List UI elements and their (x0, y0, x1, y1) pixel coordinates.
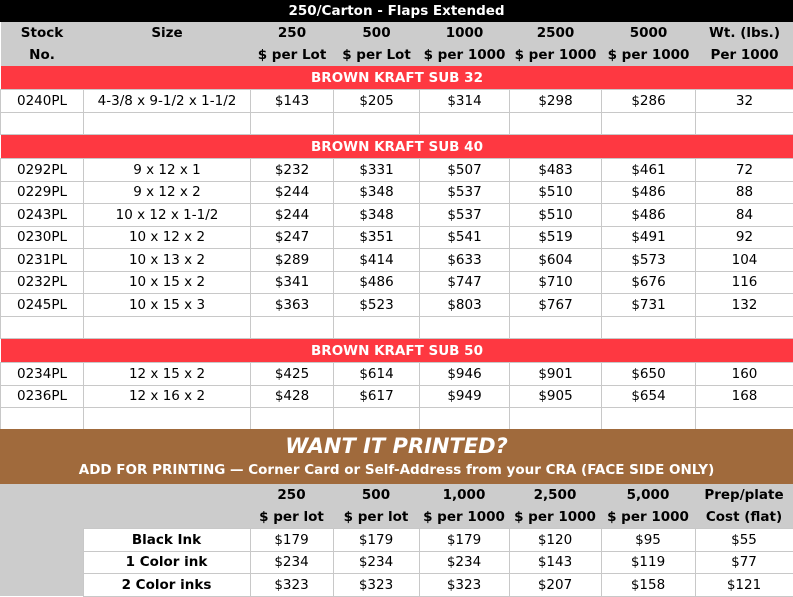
table-cell: $901 (510, 363, 602, 386)
table-cell: $633 (420, 249, 510, 272)
table-cell: $244 (251, 204, 334, 227)
empty-cell (84, 112, 251, 135)
empty-cell (0, 574, 83, 597)
table-cell: 72 (696, 159, 793, 182)
table-cell: 116 (696, 271, 793, 294)
table-cell: $95 (601, 529, 695, 552)
table-cell: $747 (420, 271, 510, 294)
print-banner (0, 429, 793, 484)
table-cell: $234 (250, 551, 333, 574)
empty-cell (83, 506, 250, 529)
table-row (1, 159, 793, 182)
print-row (0, 574, 793, 597)
empty-cell (251, 408, 334, 431)
column-header: 2500 (510, 22, 602, 44)
section-header (1, 66, 793, 90)
table-cell: $119 (601, 551, 695, 574)
empty-cell (696, 112, 793, 135)
table-cell: 32 (696, 90, 793, 113)
empty-cell (334, 408, 420, 431)
table-cell: $179 (333, 529, 419, 552)
table-cell: $425 (251, 363, 334, 386)
table-cell: $232 (251, 159, 334, 182)
table-cell: $654 (602, 385, 696, 408)
empty-cell (334, 112, 420, 135)
table-cell: $323 (419, 574, 509, 597)
empty-cell (1, 112, 84, 135)
table-cell: 12 x 16 x 2 (84, 385, 251, 408)
table-cell: $946 (420, 363, 510, 386)
empty-cell (510, 112, 602, 135)
column-header: No. (1, 44, 84, 66)
table-cell: 0243PL (1, 204, 84, 227)
empty-cell (83, 484, 250, 506)
table-cell: $507 (420, 159, 510, 182)
table-cell: 10 x 15 x 3 (84, 294, 251, 317)
table-row (1, 363, 793, 386)
table-cell: 0236PL (1, 385, 84, 408)
column-header: Wt. (lbs.) (696, 22, 793, 44)
table-cell: 0245PL (1, 294, 84, 317)
column-header: $ per lot (250, 506, 333, 529)
table-title: 250/Carton - Flaps Extended (0, 0, 793, 22)
empty-cell (1, 408, 84, 431)
table-cell: $120 (509, 529, 601, 552)
spacer-row (1, 408, 793, 431)
table-cell: $731 (602, 294, 696, 317)
column-header (84, 44, 251, 66)
table-cell: $244 (251, 181, 334, 204)
table-cell: $573 (602, 249, 696, 272)
spacer-row (1, 316, 793, 339)
table-cell: $541 (420, 226, 510, 249)
spacer-row (1, 112, 793, 135)
table-cell: $604 (510, 249, 602, 272)
table-cell: $483 (510, 159, 602, 182)
header-row (1, 44, 793, 66)
print-row (0, 529, 793, 552)
column-header: Stock (1, 22, 84, 44)
empty-cell (0, 529, 83, 552)
print-subheading: ADD FOR PRINTING — Corner Card or Self-Address from your CRA (FACE SIDE ONLY) (0, 461, 793, 479)
table-cell: $348 (334, 204, 420, 227)
table-cell: 10 x 12 x 1-1/2 (84, 204, 251, 227)
table-cell: 132 (696, 294, 793, 317)
ink-label: 1 Color ink (83, 551, 250, 574)
table-row (1, 249, 793, 272)
table-cell: $537 (420, 204, 510, 227)
table-cell: 10 x 12 x 2 (84, 226, 251, 249)
empty-cell (510, 408, 602, 431)
table-cell: $341 (251, 271, 334, 294)
empty-cell (251, 112, 334, 135)
table-cell: $650 (602, 363, 696, 386)
empty-cell (84, 316, 251, 339)
ink-label: 2 Color inks (83, 574, 250, 597)
column-header: $ per 1000 (509, 506, 601, 529)
table-cell: 88 (696, 181, 793, 204)
column-header: 2,500 (509, 484, 601, 506)
table-cell: $510 (510, 204, 602, 227)
table-cell: 0229PL (1, 181, 84, 204)
table-row (1, 385, 793, 408)
table-cell: $205 (334, 90, 420, 113)
table-cell: $234 (419, 551, 509, 574)
empty-cell (334, 316, 420, 339)
empty-cell (510, 316, 602, 339)
table-cell: $803 (420, 294, 510, 317)
table-cell: 0292PL (1, 159, 84, 182)
empty-cell (420, 112, 510, 135)
column-header: 250 (250, 484, 333, 506)
empty-cell (602, 112, 696, 135)
column-header: $ per 1000 (602, 44, 696, 66)
table-cell: 10 x 15 x 2 (84, 271, 251, 294)
table-cell: $298 (510, 90, 602, 113)
empty-cell (0, 506, 83, 529)
table-cell: $486 (602, 204, 696, 227)
column-header: $ per Lot (251, 44, 334, 66)
column-header: $ per 1000 (601, 506, 695, 529)
table-cell: 9 x 12 x 1 (84, 159, 251, 182)
table-cell: $537 (420, 181, 510, 204)
section-header (1, 135, 793, 159)
empty-cell (420, 316, 510, 339)
section-title: BROWN KRAFT SUB 40 (1, 135, 793, 159)
empty-cell (0, 484, 83, 506)
table-cell: $710 (510, 271, 602, 294)
table-cell: $286 (602, 90, 696, 113)
table-cell: $676 (602, 271, 696, 294)
table-cell: $461 (602, 159, 696, 182)
table-cell: $179 (419, 529, 509, 552)
empty-cell (420, 408, 510, 431)
column-header: 500 (333, 484, 419, 506)
column-header: $ per 1000 (419, 506, 509, 529)
table-cell: $351 (334, 226, 420, 249)
table-cell: $486 (334, 271, 420, 294)
column-header: $ per 1000 (510, 44, 602, 66)
ink-label: Black Ink (83, 529, 250, 552)
table-cell: $905 (510, 385, 602, 408)
column-header: $ per Lot (334, 44, 420, 66)
table-cell: $55 (695, 529, 793, 552)
table-cell: $234 (333, 551, 419, 574)
column-header: 500 (334, 22, 420, 44)
table-cell: $323 (250, 574, 333, 597)
table-cell: $486 (602, 181, 696, 204)
table-cell: $323 (333, 574, 419, 597)
table-cell: $143 (509, 551, 601, 574)
table-cell: $510 (510, 181, 602, 204)
table-cell: 9 x 12 x 2 (84, 181, 251, 204)
column-header: 5,000 (601, 484, 695, 506)
table-cell: 12 x 15 x 2 (84, 363, 251, 386)
table-cell: $363 (251, 294, 334, 317)
column-header: 250 (251, 22, 334, 44)
table-cell: $158 (601, 574, 695, 597)
column-header: Cost (flat) (695, 506, 793, 529)
section-title: BROWN KRAFT SUB 32 (1, 66, 793, 90)
table-cell: $949 (420, 385, 510, 408)
column-header: 5000 (602, 22, 696, 44)
envelope-price-grid (0, 22, 793, 431)
empty-cell (602, 408, 696, 431)
table-cell: $491 (602, 226, 696, 249)
column-header: 1000 (420, 22, 510, 44)
table-cell: $414 (334, 249, 420, 272)
table-cell: 168 (696, 385, 793, 408)
table-cell: 0231PL (1, 249, 84, 272)
empty-cell (696, 408, 793, 431)
table-cell: 4-3/8 x 9-1/2 x 1-1/2 (84, 90, 251, 113)
table-cell: 84 (696, 204, 793, 227)
table-cell: $121 (695, 574, 793, 597)
empty-cell (0, 551, 83, 574)
table-cell: $331 (334, 159, 420, 182)
table-cell: 10 x 13 x 2 (84, 249, 251, 272)
print-row (0, 551, 793, 574)
table-cell: $617 (334, 385, 420, 408)
table-row (1, 226, 793, 249)
table-cell: $143 (251, 90, 334, 113)
section-title: BROWN KRAFT SUB 50 (1, 339, 793, 363)
table-cell: $207 (509, 574, 601, 597)
table-cell: 160 (696, 363, 793, 386)
empty-cell (84, 408, 251, 431)
print-heading: WANT IT PRINTED? (0, 429, 793, 461)
section-header (1, 339, 793, 363)
column-header: Prep/plate (695, 484, 793, 506)
table-cell: 92 (696, 226, 793, 249)
column-header: Size (84, 22, 251, 44)
header-row (1, 22, 793, 44)
table-cell: $348 (334, 181, 420, 204)
table-cell: 0232PL (1, 271, 84, 294)
table-cell: $77 (695, 551, 793, 574)
table-cell: $767 (510, 294, 602, 317)
print-header-row (0, 506, 793, 529)
table-cell: $428 (251, 385, 334, 408)
print-header-row (0, 484, 793, 506)
table-cell: 0230PL (1, 226, 84, 249)
table-cell: $519 (510, 226, 602, 249)
column-header: $ per lot (333, 506, 419, 529)
table-row (1, 271, 793, 294)
empty-cell (602, 316, 696, 339)
table-cell: $289 (251, 249, 334, 272)
empty-cell (1, 316, 84, 339)
table-cell: 0240PL (1, 90, 84, 113)
table-row (1, 181, 793, 204)
table-cell: 104 (696, 249, 793, 272)
column-header: 1,000 (419, 484, 509, 506)
column-header: Per 1000 (696, 44, 793, 66)
table-row (1, 90, 793, 113)
table-cell: $314 (420, 90, 510, 113)
table-row (1, 294, 793, 317)
table-cell: $179 (250, 529, 333, 552)
table-cell: $247 (251, 226, 334, 249)
table-row (1, 204, 793, 227)
column-header: $ per 1000 (420, 44, 510, 66)
empty-cell (251, 316, 334, 339)
printing-price-grid (0, 484, 793, 597)
table-cell: 0234PL (1, 363, 84, 386)
table-cell: $523 (334, 294, 420, 317)
table-cell: $614 (334, 363, 420, 386)
empty-cell (696, 316, 793, 339)
